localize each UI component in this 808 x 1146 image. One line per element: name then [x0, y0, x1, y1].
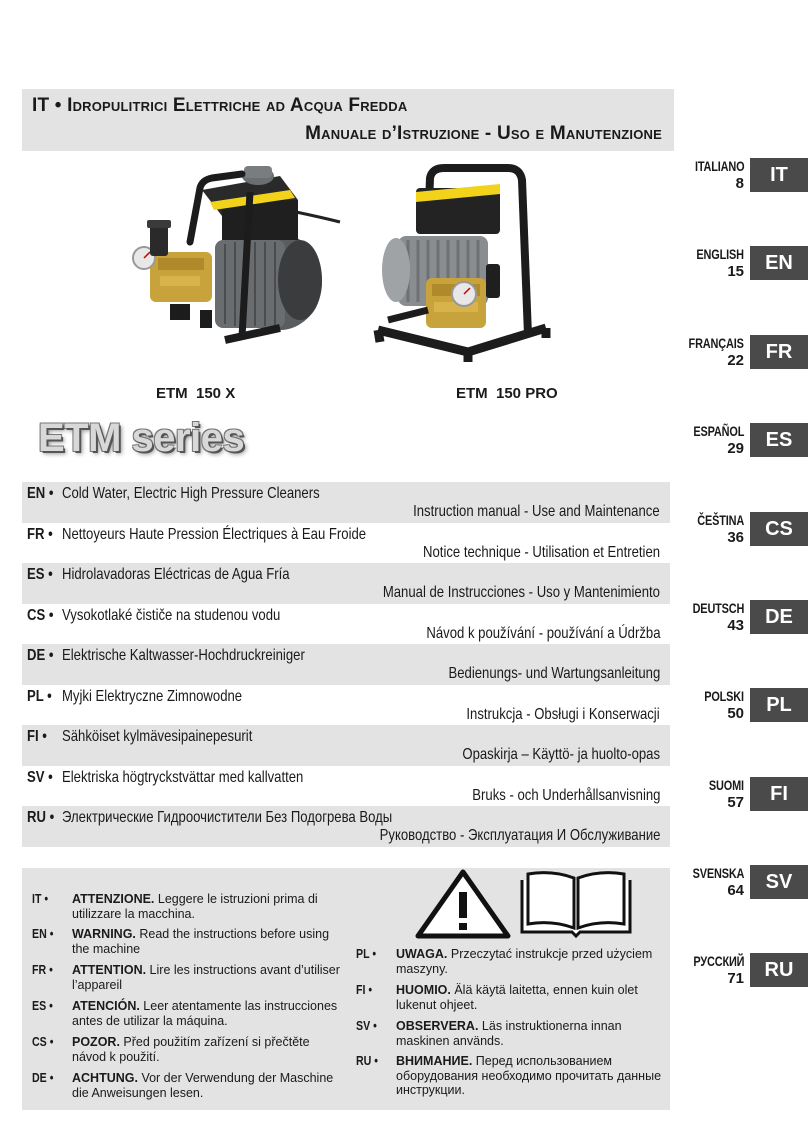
warning-label: POZOR.: [72, 1035, 120, 1049]
language-page: 22: [727, 352, 744, 369]
row-language-code: CS •: [27, 606, 54, 624]
warning-code: SV •: [356, 1019, 377, 1033]
warning-text: Перед использованием оборудования необходимо прочитать данные инструкции.: [396, 1054, 662, 1097]
language-index-it[interactable]: [690, 158, 808, 214]
row-product-title: Электрические Гидроочистители Без Подогрева Воды: [62, 809, 393, 826]
warning-text: Älä käytä laitetta, ennen kuin olet lukenut ohjeet.: [396, 983, 638, 1012]
language-page: 57: [727, 794, 744, 811]
warning-code: CS •: [32, 1035, 54, 1049]
language-index-fi[interactable]: [690, 777, 808, 833]
row-manual-title: Manual de Instrucciones - Uso y Mantenimiento: [382, 584, 660, 601]
language-index-pl[interactable]: [690, 688, 808, 744]
language-title-table: [22, 482, 670, 847]
row-language-code: DE •: [27, 647, 54, 664]
row-product-title: Nettoyeurs Haute Pression Électriques à Eau Froide: [62, 525, 367, 543]
language-name: РУССКИЙ: [693, 953, 744, 969]
title-row-cs: [22, 604, 670, 645]
product-image-etm-150-x: [130, 162, 345, 352]
title-row-fr: [22, 523, 670, 564]
warning-code: FI •: [356, 983, 373, 997]
language-index-es[interactable]: [690, 423, 808, 479]
language-name: ENGLISH: [696, 246, 744, 262]
warning-label: OBSERVERA.: [396, 1019, 479, 1033]
warning-text: Läs instruktionerna innan maskinen används.: [396, 1019, 622, 1048]
warning-code: RU •: [356, 1054, 379, 1068]
row-product-title: Hidrolavadoras Eléctricas de Agua Fría: [62, 566, 290, 583]
language-code-badge: CS: [750, 512, 808, 546]
row-product-title: Cold Water, Electric High Pressure Cleaners: [62, 485, 320, 502]
product-image-etm-150-pro: [368, 160, 553, 370]
warning-label: ACHTUNG.: [72, 1071, 138, 1085]
language-page: 15: [727, 263, 744, 280]
warning-code: PL •: [356, 947, 377, 961]
title-line-1: IT • Idropulitrici Elettriche ad Acqua Fredda: [32, 95, 408, 116]
title-row-de: [22, 644, 670, 685]
row-language-code: FR •: [27, 525, 53, 543]
language-name: POLSKI: [704, 688, 744, 704]
title-row-en: [22, 482, 670, 523]
row-manual-title: Notice technique - Utilisation et Entretien: [422, 543, 660, 561]
language-page: 50: [727, 705, 744, 722]
language-name: ČEŠTINA: [697, 512, 744, 528]
warning-text: Przeczytać instrukcje przed użyciem maszyny.: [396, 947, 653, 976]
language-index-en[interactable]: [690, 246, 808, 302]
language-page: 29: [727, 440, 744, 457]
row-product-title: Sähköiset kylmävesipainepesurit: [62, 728, 253, 745]
row-product-title: Vysokotlaké čističe na studenou vodu: [62, 606, 281, 624]
language-page: 43: [727, 617, 744, 634]
title-row-ru: [22, 806, 670, 847]
warning-text: Leer atentamente las instrucciones antes de utilizar la máquina.: [72, 999, 338, 1028]
language-name: SUOMI: [708, 777, 744, 793]
warning-code: EN •: [32, 927, 54, 941]
row-language-code: FI •: [27, 728, 47, 745]
row-product-title: Elektrische Kaltwasser-Hochdruckreiniger: [62, 647, 305, 664]
warning-text: Lire les instructions avant d’utiliser l’appareil: [72, 963, 340, 992]
title-line-2: Manuale d’Istruzione - Uso e Manutenzione: [305, 123, 662, 144]
row-manual-title: Руководство - Эксплуатация И Обслуживание: [379, 827, 660, 844]
language-index-fr[interactable]: [690, 335, 808, 391]
row-language-code: SV •: [27, 768, 53, 786]
language-code-badge: EN: [750, 246, 808, 280]
warning-code: FR •: [32, 963, 53, 977]
warning-label: ВНИМАНИЕ.: [396, 1054, 473, 1068]
row-product-title: Elektriska högtryckstvättar med kallvatten: [62, 768, 304, 786]
language-name: ITALIANO: [694, 158, 744, 174]
warning-code: DE •: [32, 1071, 54, 1085]
warning-box: [22, 868, 670, 1110]
warning-code: IT •: [32, 892, 49, 906]
row-manual-title: Bruks - och Underhållsanvisning: [471, 786, 660, 804]
language-index-cs[interactable]: [690, 512, 808, 568]
warning-text: Před použitím zařízení si přečtěte návod k použití.: [72, 1035, 310, 1064]
warning-label: ATTENZIONE.: [72, 892, 155, 906]
language-page: 64: [727, 882, 744, 899]
title-row-sv: [22, 766, 670, 807]
warning-code: ES •: [32, 999, 53, 1013]
warning-label: HUOMIO.: [396, 983, 451, 997]
title-banner: [22, 89, 674, 151]
title-row-pl: [22, 685, 670, 726]
language-code-badge: IT: [750, 158, 808, 192]
language-name: DEUTSCH: [692, 600, 744, 616]
warning-text: Leggere le istruzioni prima di utilizzare la macchina.: [72, 892, 318, 921]
row-language-code: PL •: [27, 687, 52, 705]
language-name: FRANÇAIS: [688, 335, 744, 351]
warning-triangle-icon: [414, 868, 512, 940]
warning-label: ATENCIÓN.: [72, 999, 140, 1013]
row-manual-title: Návod k používání - používání a Údržba: [425, 624, 660, 642]
language-name: ESPAÑOL: [693, 423, 744, 439]
language-page: 71: [727, 970, 744, 987]
language-code-badge: DE: [750, 600, 808, 634]
row-manual-title: Opaskirja – Käyttö- ja huolto-opas: [462, 746, 660, 763]
row-manual-title: Instruction manual - Use and Maintenance: [413, 503, 660, 520]
language-code-badge: FR: [750, 335, 808, 369]
language-index-sv[interactable]: [690, 865, 808, 921]
warning-label: ATTENTION.: [72, 963, 147, 977]
read-manual-book-icon: [516, 868, 636, 940]
title-row-es: [22, 563, 670, 604]
row-language-code: RU •: [27, 809, 55, 826]
language-code-badge: FI: [750, 777, 808, 811]
language-code-badge: PL: [750, 688, 808, 722]
language-code-badge: SV: [750, 865, 808, 899]
language-page: 8: [735, 175, 744, 192]
warning-text: Read the instructions before using the machine: [72, 927, 330, 956]
warning-text: Vor der Verwendung der Maschine die Anweisungen lesen.: [72, 1071, 334, 1100]
row-language-code: EN •: [27, 485, 54, 502]
row-language-code: ES •: [27, 566, 53, 583]
warning-label: UWAGA.: [396, 947, 448, 961]
language-name: SVENSKA: [692, 865, 744, 881]
language-code-badge: ES: [750, 423, 808, 457]
warning-label: WARNING.: [72, 927, 136, 941]
series-logo: ETM series: [38, 416, 245, 460]
language-index-ru[interactable]: [690, 953, 808, 1009]
language-page: 36: [727, 529, 744, 546]
row-manual-title: Bedienungs- und Wartungsanleitung: [448, 665, 660, 682]
product-label-etm-150-x: ETM 150 X: [156, 385, 236, 402]
title-row-fi: [22, 725, 670, 766]
language-index-de[interactable]: [690, 600, 808, 656]
language-code-badge: RU: [750, 953, 808, 987]
product-label-etm-150-pro: ETM 150 PRO: [456, 385, 558, 402]
row-manual-title: Instrukcja - Obsługi i Konserwacji: [466, 705, 660, 723]
row-product-title: Myjki Elektryczne Zimnowodne: [62, 687, 243, 705]
